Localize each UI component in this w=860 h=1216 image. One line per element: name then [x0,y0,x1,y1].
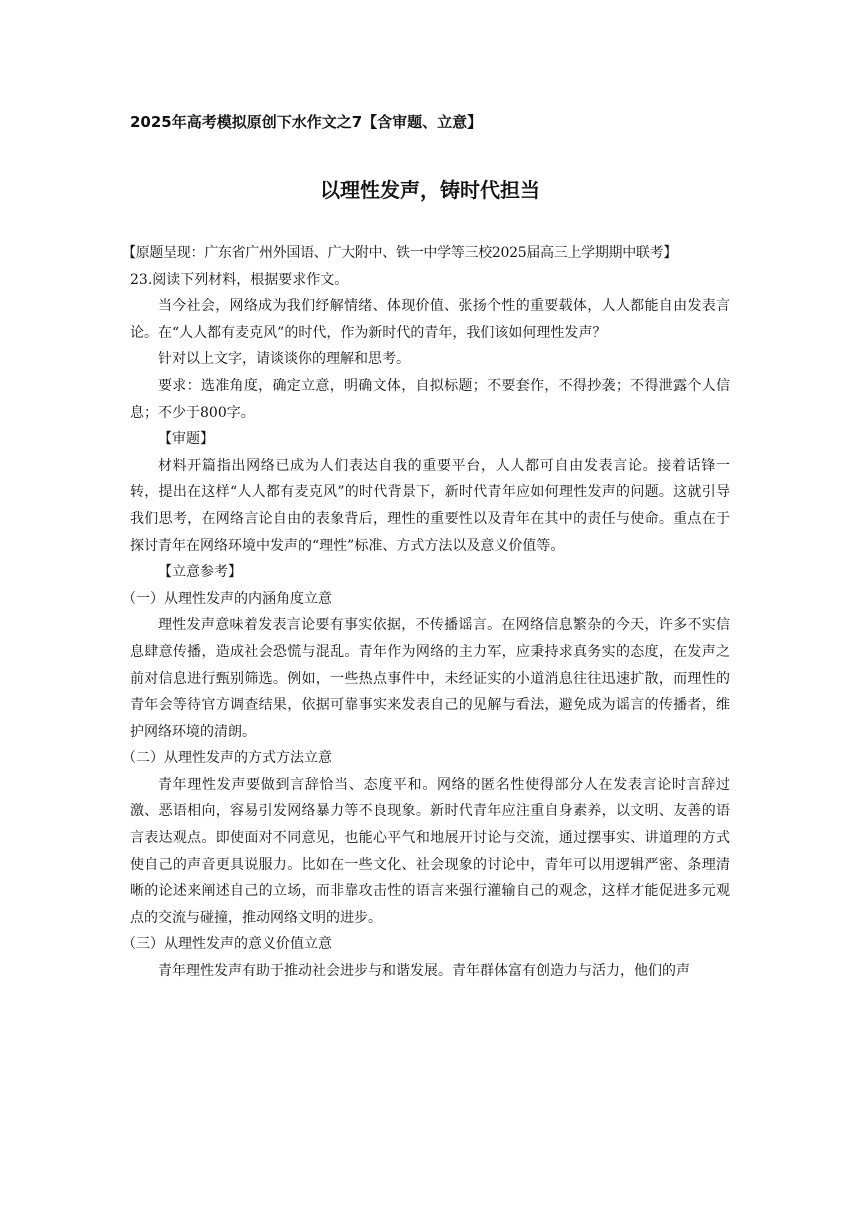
source-line: 【原题呈现：广东省广州外国语、广大附中、铁一中学等三校2025届高三上学期期中联考】 [122,245,678,261]
point-heading: （二）从理性发声的方式方法立意 [122,750,332,767]
point-paragraph: 青年理性发声有助于推动社会进步与和谐发展。青年群体富有创造力与活力，他们的声 [158,963,690,980]
liyi-heading: 【立意参考】 [158,564,242,581]
prompt-paragraph: 针对以上文字，请谈谈你的理解和思考。 [158,351,410,368]
shenti-paragraph: 材料开篇指出网络已成为人们表达自我的重要平台，人人都可自由发表言论。接着话锋一转，提出在这样“人人都有麦克风”的时代背景下，新时代青年应如何理性发声的问题。这就引导我们思考，在网络言论自由的表象背后，理性的重要性以及青年在其中的责任与使命。重点在于探讨青年在网络环境中发声的“理性”标准、方式方法以及意义价值等。 [130,457,730,554]
point-heading: （三）从理性发声的意义价值立意 [122,936,332,953]
shenti-heading: 【审题】 [158,431,214,448]
requirements-paragraph: 要求：选准角度，确定立意，明确文体，自拟标题；不要套作，不得抄袭；不得泄露个人信息；不少于800字。 [130,377,730,421]
essay-title: 以理性发声，铸时代担当 [320,178,540,202]
document-header-title: 2025年高考模拟原创下水作文之7【含审题、立意】 [130,113,483,131]
material-paragraph: 当今社会，网络成为我们纾解情绪、体现价值、张扬个性的重要载体，人人都能自由发表言论。在“人人都有麦克风”的时代，作为新时代的青年，我们该如何理性发声？ [130,298,730,341]
point-paragraph: 青年理性发声要做到言辞恰当、态度平和。网络的匿名性使得部分人在发表言论时言辞过激、恶语相向，容易引发网络暴力等不良现象。新时代青年应注重自身素养，以文明、友善的语言表达观点。即使面对不同意见，也能心平气和地展开讨论与交流，通过摆事实、讲道理的方式使自己的声音更具说服力。比如在一些文化、社会现象的讨论中，青年可以用逻辑严密、条理清晰的论述来阐述自己的立场，而非靠攻击性的语言来强行灌输自己的观念，这样才能促进多元观点的交流与碰撞，推动网络文明的进步。 [130,776,730,926]
point-heading: （一）从理性发声的内涵角度立意 [122,590,332,607]
question-label: 23.阅读下列材料，根据要求作文。 [130,271,349,288]
point-paragraph: 理性发声意味着发表言论要有事实依据，不传播谣言。在网络信息繁杂的今天，许多不实信息肆意传播，造成社会恐慌与混乱。青年作为网络的主力军，应秉持求真务实的态度，在发声之前对信息进行甄别筛选。例如，一些热点事件中，未经证实的小道消息往往迅速扩散，而理性的青年会等待官方调查结果，依据可靠事实来发表自己的见解与看法，避免成为谣言的传播者，维护网络环境的清朗。 [130,617,730,740]
document-body [122,240,730,985]
